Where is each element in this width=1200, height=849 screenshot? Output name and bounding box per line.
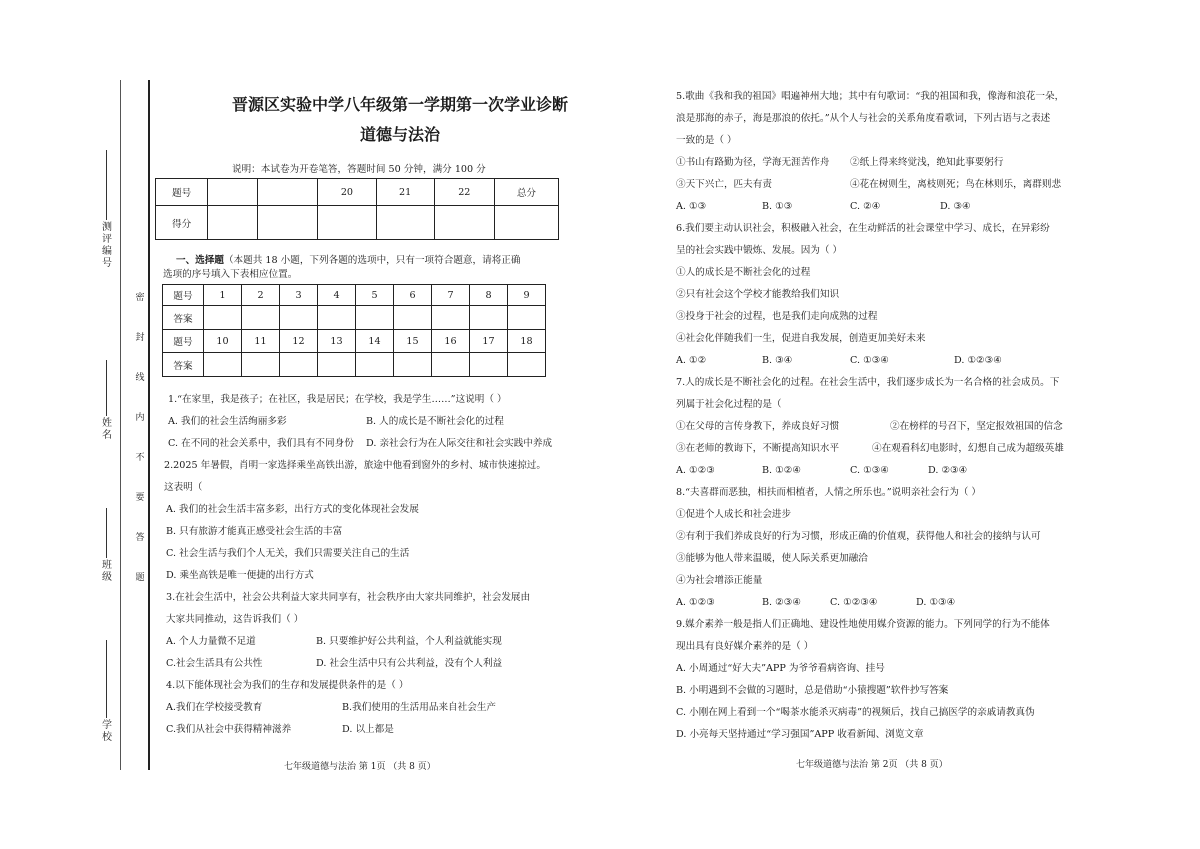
answer-cell[interactable] bbox=[280, 353, 318, 377]
q5-stem-3: 一致的是（ ） bbox=[676, 135, 737, 146]
q5-option-b[interactable]: B. ①③ bbox=[762, 201, 793, 212]
q5-stem-1: 5.歌曲《我和我的祖国》唱遍神州大地；其中有句歌词：“我的祖国和我，像海和浪花一朵， bbox=[676, 91, 1065, 102]
q4-stem: 4.以下能体现社会为我们的生存和发展提供条件的是（ ） bbox=[166, 680, 409, 691]
q4-option-b[interactable]: B.我们使用的生活用品来自社会生产 bbox=[342, 702, 497, 713]
q6-option-c[interactable]: C. ①③④ bbox=[850, 355, 889, 366]
q6-option-a[interactable]: A. ①② bbox=[676, 355, 707, 366]
answer-row-label-ans: 答案 bbox=[163, 353, 204, 377]
answer-q-num: 13 bbox=[318, 330, 356, 353]
score-col-20: 20 bbox=[318, 179, 376, 206]
q1-option-b[interactable]: B. 人的成长是不断社会化的过程 bbox=[366, 416, 504, 427]
answer-cell[interactable] bbox=[508, 353, 546, 377]
answer-cell[interactable] bbox=[432, 353, 470, 377]
q8-option-c[interactable]: C. ①②③④ bbox=[830, 597, 878, 608]
answer-q-num: 14 bbox=[356, 330, 394, 353]
answer-q-num: 15 bbox=[394, 330, 432, 353]
q5-option-a[interactable]: A. ①③ bbox=[676, 201, 707, 212]
q2-option-a[interactable]: A. 我们的社会生活丰富多彩，出行方式的变化体现社会发展 bbox=[166, 504, 419, 515]
q8-item-4: ④为社会增添正能量 bbox=[676, 575, 763, 586]
name-field-line[interactable] bbox=[106, 360, 107, 416]
answer-cell[interactable] bbox=[204, 353, 242, 377]
q3-option-b[interactable]: B. 只要维护好公共利益，个人利益就能实现 bbox=[316, 636, 502, 647]
q3-stem: 3.在社会生活中，社会公共利益大家共同享有，社会秩序由大家共同维护，社会发展由 bbox=[166, 592, 531, 603]
binding-inner-line bbox=[120, 80, 121, 770]
answer-q-num: 8 bbox=[470, 285, 508, 306]
q7-item-1: ①在父母的言传身教下，养成良好习惯 bbox=[676, 421, 840, 432]
class-field-line[interactable] bbox=[106, 508, 107, 558]
q3-option-d[interactable]: D. 社会生活中只有公共利益，没有个人利益 bbox=[316, 658, 503, 669]
name-label: 姓 名 bbox=[102, 418, 112, 441]
answer-q-num: 11 bbox=[242, 330, 280, 353]
q9-option-c[interactable]: C. 小刚在网上看到一个“喝茶水能杀灭病毒”的视频后，找自己搞医学的亲戚请教真伪 bbox=[676, 707, 1035, 718]
answer-q-num: 1 bbox=[204, 285, 242, 306]
q8-item-3: ③能够为他人带来温暖，使人际关系更加融洽 bbox=[676, 553, 868, 564]
q7-option-a[interactable]: A. ①②③ bbox=[676, 465, 715, 476]
q5-option-c[interactable]: C. ②④ bbox=[850, 201, 881, 212]
q7-option-d[interactable]: D. ②③④ bbox=[928, 465, 968, 476]
q9-option-d[interactable]: D. 小亮每天坚持通过“学习强国”APP 收看新闻、浏览文章 bbox=[676, 729, 924, 740]
id-label: 测评编号 bbox=[102, 222, 112, 269]
q9-option-a[interactable]: A. 小周通过“好大夫”APP 为爷爷看病咨询、挂号 bbox=[676, 663, 885, 674]
exam-title: 晋源区实验中学八年级第一学期第一次学业诊断 bbox=[231, 95, 568, 114]
q7-item-4: ④在观看科幻电影时，幻想自己成为超级英雄 bbox=[872, 443, 1064, 454]
answer-cell[interactable] bbox=[470, 353, 508, 377]
q8-option-a[interactable]: A. ①②③ bbox=[676, 597, 715, 608]
q9-stem-2: 现出具有良好媒介素养的是（ ） bbox=[676, 641, 814, 652]
q5-stem-2: 浪是那海的赤子，海是那浪的依托。”从个人与社会的关系角度看歌词，下列古语与之表述 bbox=[676, 113, 1051, 124]
score-col-21: 21 bbox=[376, 179, 434, 206]
score-row-label-num: 题号 bbox=[156, 179, 208, 206]
id-field-line[interactable] bbox=[106, 150, 107, 220]
answer-cell[interactable] bbox=[394, 306, 432, 330]
q5-option-d[interactable]: D. ③④ bbox=[940, 201, 971, 212]
q6-item-1: ①人的成长是不断社会化的过程 bbox=[676, 267, 811, 278]
answer-cell[interactable] bbox=[242, 353, 280, 377]
q8-item-1: ①促进个人成长和社会进步 bbox=[676, 509, 792, 520]
answer-cell[interactable] bbox=[318, 353, 356, 377]
answer-q-num: 6 bbox=[394, 285, 432, 306]
q8-option-b[interactable]: B. ②③④ bbox=[762, 597, 801, 608]
q5-item-4: ④花在树则生，离枝则死；鸟在林则乐，离群则悲 bbox=[850, 179, 1062, 190]
class-label: 班 级 bbox=[102, 560, 112, 583]
score-table bbox=[155, 178, 559, 240]
page1-footer: 七年级道德与法治 第 1页 （共 8 页） bbox=[284, 762, 436, 772]
q1-option-a[interactable]: A. 我们的社会生活绚丽多彩 bbox=[168, 416, 287, 427]
answer-cell[interactable] bbox=[204, 306, 242, 330]
q7-option-b[interactable]: B. ①②④ bbox=[762, 465, 801, 476]
q1-stem: 1.“在家里，我是孩子；在社区，我是居民；在学校，我是学生……”这说明（ ） bbox=[168, 394, 507, 405]
answer-q-num: 7 bbox=[432, 285, 470, 306]
q2-option-d[interactable]: D. 乘坐高铁是唯一便捷的出行方式 bbox=[166, 570, 314, 581]
answer-cell[interactable] bbox=[356, 306, 394, 330]
q3-option-c[interactable]: C.社会生活具有公共性 bbox=[166, 658, 263, 669]
score-col-22: 22 bbox=[434, 179, 494, 206]
score-cell[interactable] bbox=[494, 206, 558, 240]
q6-option-b[interactable]: B. ③④ bbox=[762, 355, 793, 366]
section1-heading bbox=[176, 254, 521, 267]
q6-stem-1: 6.我们要主动认识社会，积极融入社会，在生动鲜活的社会课堂中学习、成长，在异彩纷 bbox=[676, 223, 1050, 234]
school-field-line[interactable] bbox=[106, 640, 107, 718]
q3-option-a[interactable]: A. 个人力量微不足道 bbox=[166, 636, 256, 647]
q1-option-d[interactable]: D. 亲社会行为在人际交往和社会实践中养成 bbox=[366, 438, 553, 449]
q8-option-d[interactable]: D. ①③④ bbox=[916, 597, 956, 608]
score-cell[interactable] bbox=[376, 206, 434, 240]
q9-option-b[interactable]: B. 小明遇到不会做的习题时，总是借助“小猿搜题”软件抄写答案 bbox=[676, 685, 949, 696]
answer-cell[interactable] bbox=[280, 306, 318, 330]
score-row-label-score: 得分 bbox=[156, 206, 208, 240]
page2-footer: 七年级道德与法治 第 2页 （共 8 页） bbox=[796, 760, 948, 770]
score-cell[interactable] bbox=[318, 206, 376, 240]
q5-item-2: ②纸上得来终觉浅，绝知此事要躬行 bbox=[850, 157, 1004, 168]
answer-q-num: 16 bbox=[432, 330, 470, 353]
q4-option-d[interactable]: D. 以上都是 bbox=[342, 724, 394, 735]
q7-stem-1: 7.人的成长是不断社会化的过程。在社会生活中，我们逐步成长为一名合格的社会成员。下 bbox=[676, 377, 1060, 388]
exam-note: 说明：本试卷为开卷笔答，答题时间 50 分钟，满分 100 分 bbox=[232, 164, 486, 175]
answer-q-num: 10 bbox=[204, 330, 242, 353]
score-total-label: 总分 bbox=[494, 179, 558, 206]
answer-q-num: 18 bbox=[508, 330, 546, 353]
q8-item-2: ②有利于我们养成良好的行为习惯，形成正确的价值观，获得他人和社会的接纳与认可 bbox=[676, 531, 1041, 542]
answer-row-label-ans: 答案 bbox=[163, 306, 204, 330]
answer-q-num: 5 bbox=[356, 285, 394, 306]
answer-q-num: 12 bbox=[280, 330, 318, 353]
score-cell[interactable] bbox=[434, 206, 494, 240]
answer-q-num: 9 bbox=[508, 285, 546, 306]
q7-item-2: ②在榜样的号召下，坚定报效祖国的信念 bbox=[890, 421, 1063, 432]
q8-stem-1: 8.“夫喜群而恶独，相扶而相植者，人情之所乐也。”说明亲社会行为（ ） bbox=[676, 487, 982, 498]
score-cell[interactable] bbox=[208, 206, 258, 240]
q7-stem-2: 列属于社会化过程的是（ bbox=[676, 399, 782, 410]
q7-item-3: ③在老师的教诲下，不断提高知识水平 bbox=[676, 443, 840, 454]
exam-subject: 道德与法治 bbox=[359, 125, 440, 144]
school-label: 学校 bbox=[102, 720, 112, 743]
answer-cell[interactable] bbox=[394, 353, 432, 377]
q4-option-c[interactable]: C.我们从社会中获得精神滋养 bbox=[166, 724, 292, 735]
q2-stem: 2.2025 年暑假，肖明一家选择乘坐高铁出游，旅途中他看到窗外的乡村、城市快速掠过。 bbox=[164, 460, 546, 471]
answer-cell[interactable] bbox=[356, 353, 394, 377]
q5-item-3: ③天下兴亡，匹夫有责 bbox=[676, 179, 772, 190]
q3-stem-2: 大家共同推动，这告诉我们（ ） bbox=[166, 614, 304, 625]
q6-item-3: ③投身于社会的过程，也是我们走向成熟的过程 bbox=[676, 311, 878, 322]
section1-title: 一、选择题 bbox=[176, 255, 224, 266]
binding-border-line bbox=[148, 80, 150, 770]
answer-cell[interactable] bbox=[432, 306, 470, 330]
q5-item-1: ①书山有路勤为径，学海无涯苦作舟 bbox=[676, 157, 830, 168]
q4-option-a[interactable]: A.我们在学校接受教育 bbox=[166, 702, 263, 713]
q6-stem-2: 呈的社会实践中锻炼、发展。因为（ ） bbox=[676, 245, 843, 256]
q2-option-b[interactable]: B. 只有旅游才能真正感受社会生活的丰富 bbox=[166, 526, 343, 537]
q6-item-2: ②只有社会这个学校才能教给我们知识 bbox=[676, 289, 840, 300]
answer-row-label-num: 题号 bbox=[163, 330, 204, 353]
q7-option-c[interactable]: C. ①③④ bbox=[850, 465, 889, 476]
q2-option-c[interactable]: C. 社会生活与我们个人无关，我们只需要关注自己的生活 bbox=[166, 548, 410, 559]
answer-q-num: 17 bbox=[470, 330, 508, 353]
score-cell[interactable] bbox=[258, 206, 318, 240]
score-col-blank bbox=[258, 179, 318, 206]
answer-q-num: 2 bbox=[242, 285, 280, 306]
section1-desc: （本题共 18 小题，下列各题的选项中，只有一项符合题意，请将正确 bbox=[223, 255, 521, 266]
q6-option-d[interactable]: D. ①②③④ bbox=[954, 355, 1002, 366]
answer-cell[interactable] bbox=[508, 306, 546, 330]
answer-q-num: 3 bbox=[280, 285, 318, 306]
q2-stem-2: 这表明（ bbox=[164, 482, 203, 493]
q6-item-4: ④社会化伴随我们一生，促进自我发展，创造更加美好未来 bbox=[676, 333, 926, 344]
answer-cell[interactable] bbox=[470, 306, 508, 330]
q1-option-c[interactable]: C. 在不同的社会关系中，我们具有不同身份 bbox=[168, 438, 354, 449]
seal-line-text: 密封线内不要答题 bbox=[135, 293, 145, 583]
score-col-1 bbox=[208, 179, 258, 206]
section1-desc-2: 选项的序号填入下表相应位置。 bbox=[163, 269, 298, 280]
answer-table bbox=[162, 284, 546, 377]
answer-cell[interactable] bbox=[318, 306, 356, 330]
answer-cell[interactable] bbox=[242, 306, 280, 330]
q9-stem-1: 9.媒介素养一般是指人们正确地、建设性地使用媒介资源的能力。下列同学的行为不能体 bbox=[676, 619, 1050, 630]
answer-q-num: 4 bbox=[318, 285, 356, 306]
answer-row-label-num: 题号 bbox=[163, 285, 204, 306]
